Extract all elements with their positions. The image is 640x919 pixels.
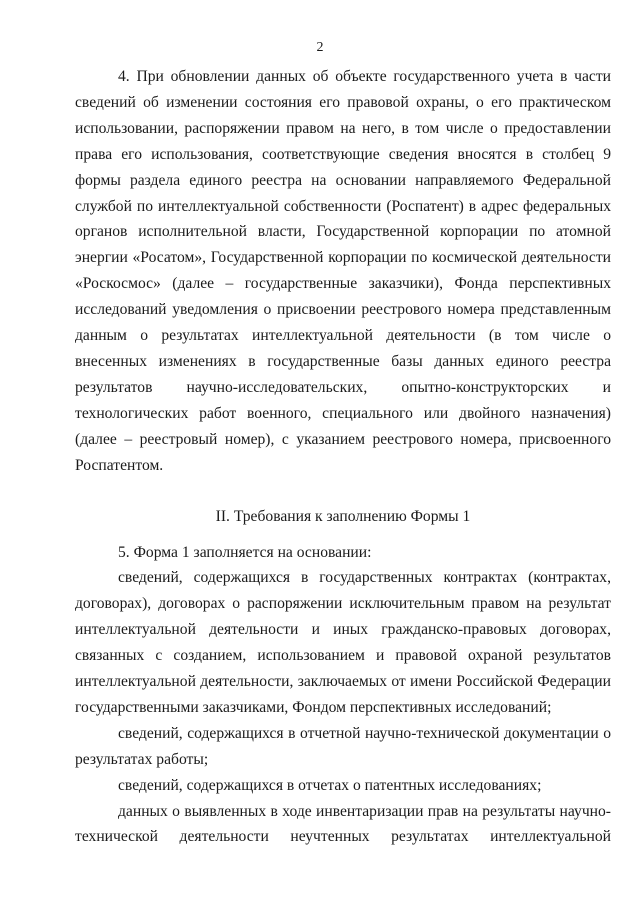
paragraph-inventory: данных о выявленных в ходе инвентаризации прав на результаты научно-технической деятельности неучтенных результатах интеллектуальной (75, 802, 611, 846)
paragraph-reports: сведений, содержащихся в отчетной научно-технической документации о результатах работы; (75, 724, 611, 768)
document-body (75, 64, 611, 850)
paragraph-patent-research: сведений, содержащихся в отчетах о патентных исследованиях; (118, 776, 542, 794)
page-number: 2 (316, 40, 324, 55)
section-heading: II. Требования к заполнению Формы 1 (215, 507, 471, 525)
paragraph-5: 5. Форма 1 заполняется на основании: (118, 543, 372, 561)
paragraph-contracts: сведений, содержащихся в государственных контрактах (контрактах, договорах), договорах о распоряжении исключительным правом на результат интеллектуальной деятельности и иных гражданско-правовых договорах, связанных с созданием, использованием и правовой охраной результатов интеллектуальной деятельности, заключаемых от имени Российской Федерации государственными заказчиками, Фондом перспективных исследований; (75, 569, 611, 716)
paragraph-4: 4. При обновлении данных об объекте государственного учета в части сведений об изменении состояния его правовой охраны, о его практическом использовании, распоряжении правом на него, в том числе о предоставлении права его использования, соответствующие сведения вносятся в столбец 9 формы раздела единого реестра на основании направляемого Федеральной службой по интеллектуальной собственности (Роспатент) в адрес федеральных органов исполнительной власти, Государственной корпорации по атомной энергии «Росатом», Государственной корпорации по космической деятельности «Роскосмос» (далее – государственные заказчики), Фонда перспективных исследований уведомления о присвоении реестрового номера представленным данным о результатах интеллектуальной деятельности (в том числе о внесенных изменениях в государственные базы данных единого реестра результатов научно-исследовательских, опытно-конструкторских и технологических работ военного, специального или двойного назначения) (далее – реестровый номер), с указанием реестрового номера, присвоенного Роспатентом. (75, 68, 611, 474)
